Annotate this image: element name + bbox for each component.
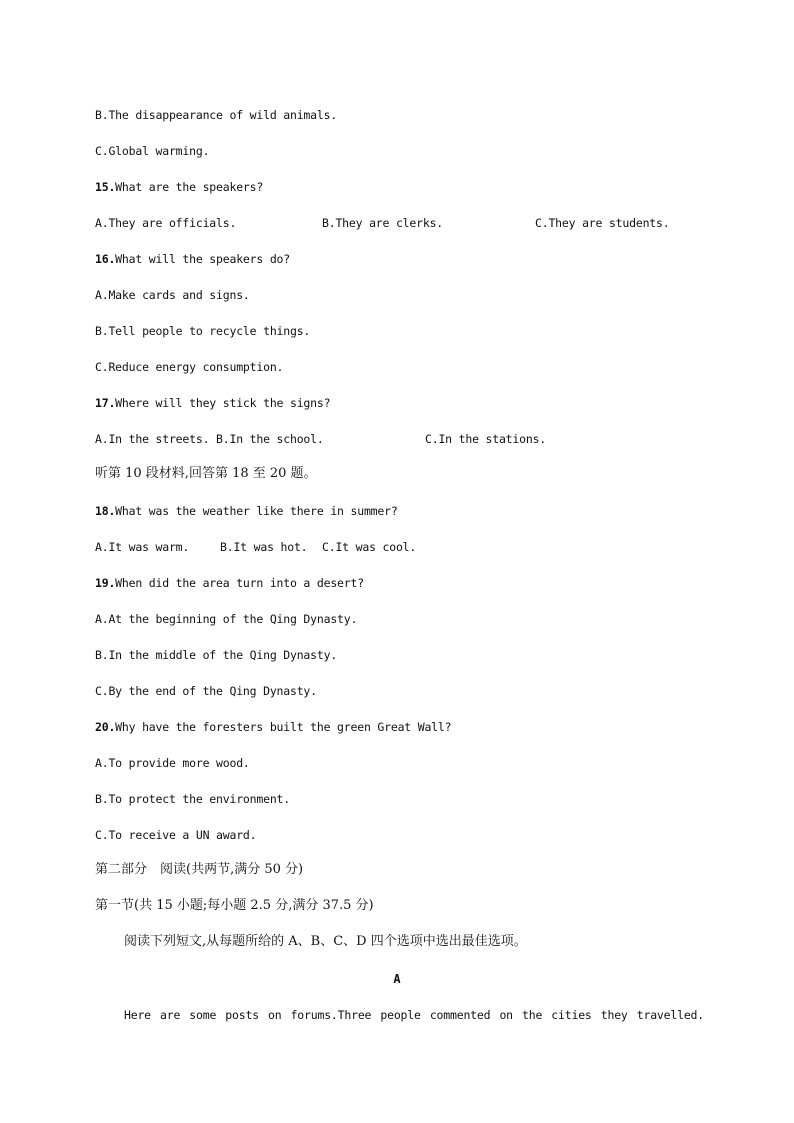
part-2-heading: 第二部分 阅读(共两节,满分 50 分): [95, 862, 304, 877]
question-text: What was the weather like there in summer?: [115, 504, 398, 518]
q15-option-b: B.They are clerks.: [322, 216, 444, 230]
question-text: Why have the foresters built the green Great Wall?: [115, 720, 452, 734]
q18-option-c: C.It was cool.: [322, 540, 417, 554]
question-16: [95, 251, 290, 267]
question-number: 16.: [95, 252, 116, 266]
q16-option-c: C.Reduce energy consumption.: [95, 360, 284, 374]
q20-option-b: B.To protect the environment.: [95, 792, 290, 806]
q19-option-a: A.At the beginning of the Qing Dynasty.: [95, 612, 358, 626]
q17-option-c: C.In the stations.: [425, 432, 547, 446]
question-number: 15.: [95, 180, 116, 194]
question-number: 17.: [95, 396, 116, 410]
part-2-section-1-heading: 第一节(共 15 小题;每小题 2.5 分,满分 37.5 分): [95, 898, 374, 913]
q18-options: [95, 539, 695, 555]
q19-option-b: B.In the middle of the Qing Dynasty.: [95, 648, 338, 662]
q20-option-a: A.To provide more wood.: [95, 756, 250, 770]
q18-option-a: A.It was warm.: [95, 540, 190, 554]
question-text: When did the area turn into a desert?: [115, 576, 364, 590]
q16-option-b: B.Tell people to recycle things.: [95, 324, 311, 338]
q19-option-c: C.By the end of the Qing Dynasty.: [95, 684, 317, 698]
question-20: [95, 719, 451, 735]
q17-options: [95, 431, 695, 447]
question-15: [95, 179, 263, 195]
question-text: What are the speakers?: [115, 180, 264, 194]
reading-instruction: 阅读下列短文,从每题所给的 A、B、C、D 四个选项中选出最佳选项。: [124, 934, 527, 949]
passage-intro: Here are some posts on forums.Three people commented on the cities they travelled.: [124, 1008, 704, 1022]
q18-option-b: B.It was hot.: [220, 540, 308, 554]
question-text: What will the speakers do?: [115, 252, 290, 266]
q14-option-c: C.Global warming.: [95, 144, 210, 158]
question-text: Where will they stick the signs?: [115, 396, 331, 410]
q15-option-a: A.They are officials.: [95, 216, 237, 230]
q16-option-a: A.Make cards and signs.: [95, 288, 250, 302]
question-number: 18.: [95, 504, 116, 518]
question-18: [95, 503, 398, 519]
q20-option-c: C.To receive a UN award.: [95, 828, 257, 842]
q17-option-ab: A.In the streets. B.In the school.: [95, 432, 324, 446]
q15-option-c: C.They are students.: [535, 216, 670, 230]
q14-option-b: B.The disappearance of wild animals.: [95, 108, 338, 122]
section-10-heading: 听第 10 段材料,回答第 18 至 20 题。: [95, 466, 317, 481]
passage-label: A: [393, 972, 401, 986]
question-19: [95, 575, 364, 591]
q15-options: [95, 215, 695, 231]
question-17: [95, 395, 330, 411]
question-number: 20.: [95, 720, 116, 734]
question-number: 19.: [95, 576, 116, 590]
